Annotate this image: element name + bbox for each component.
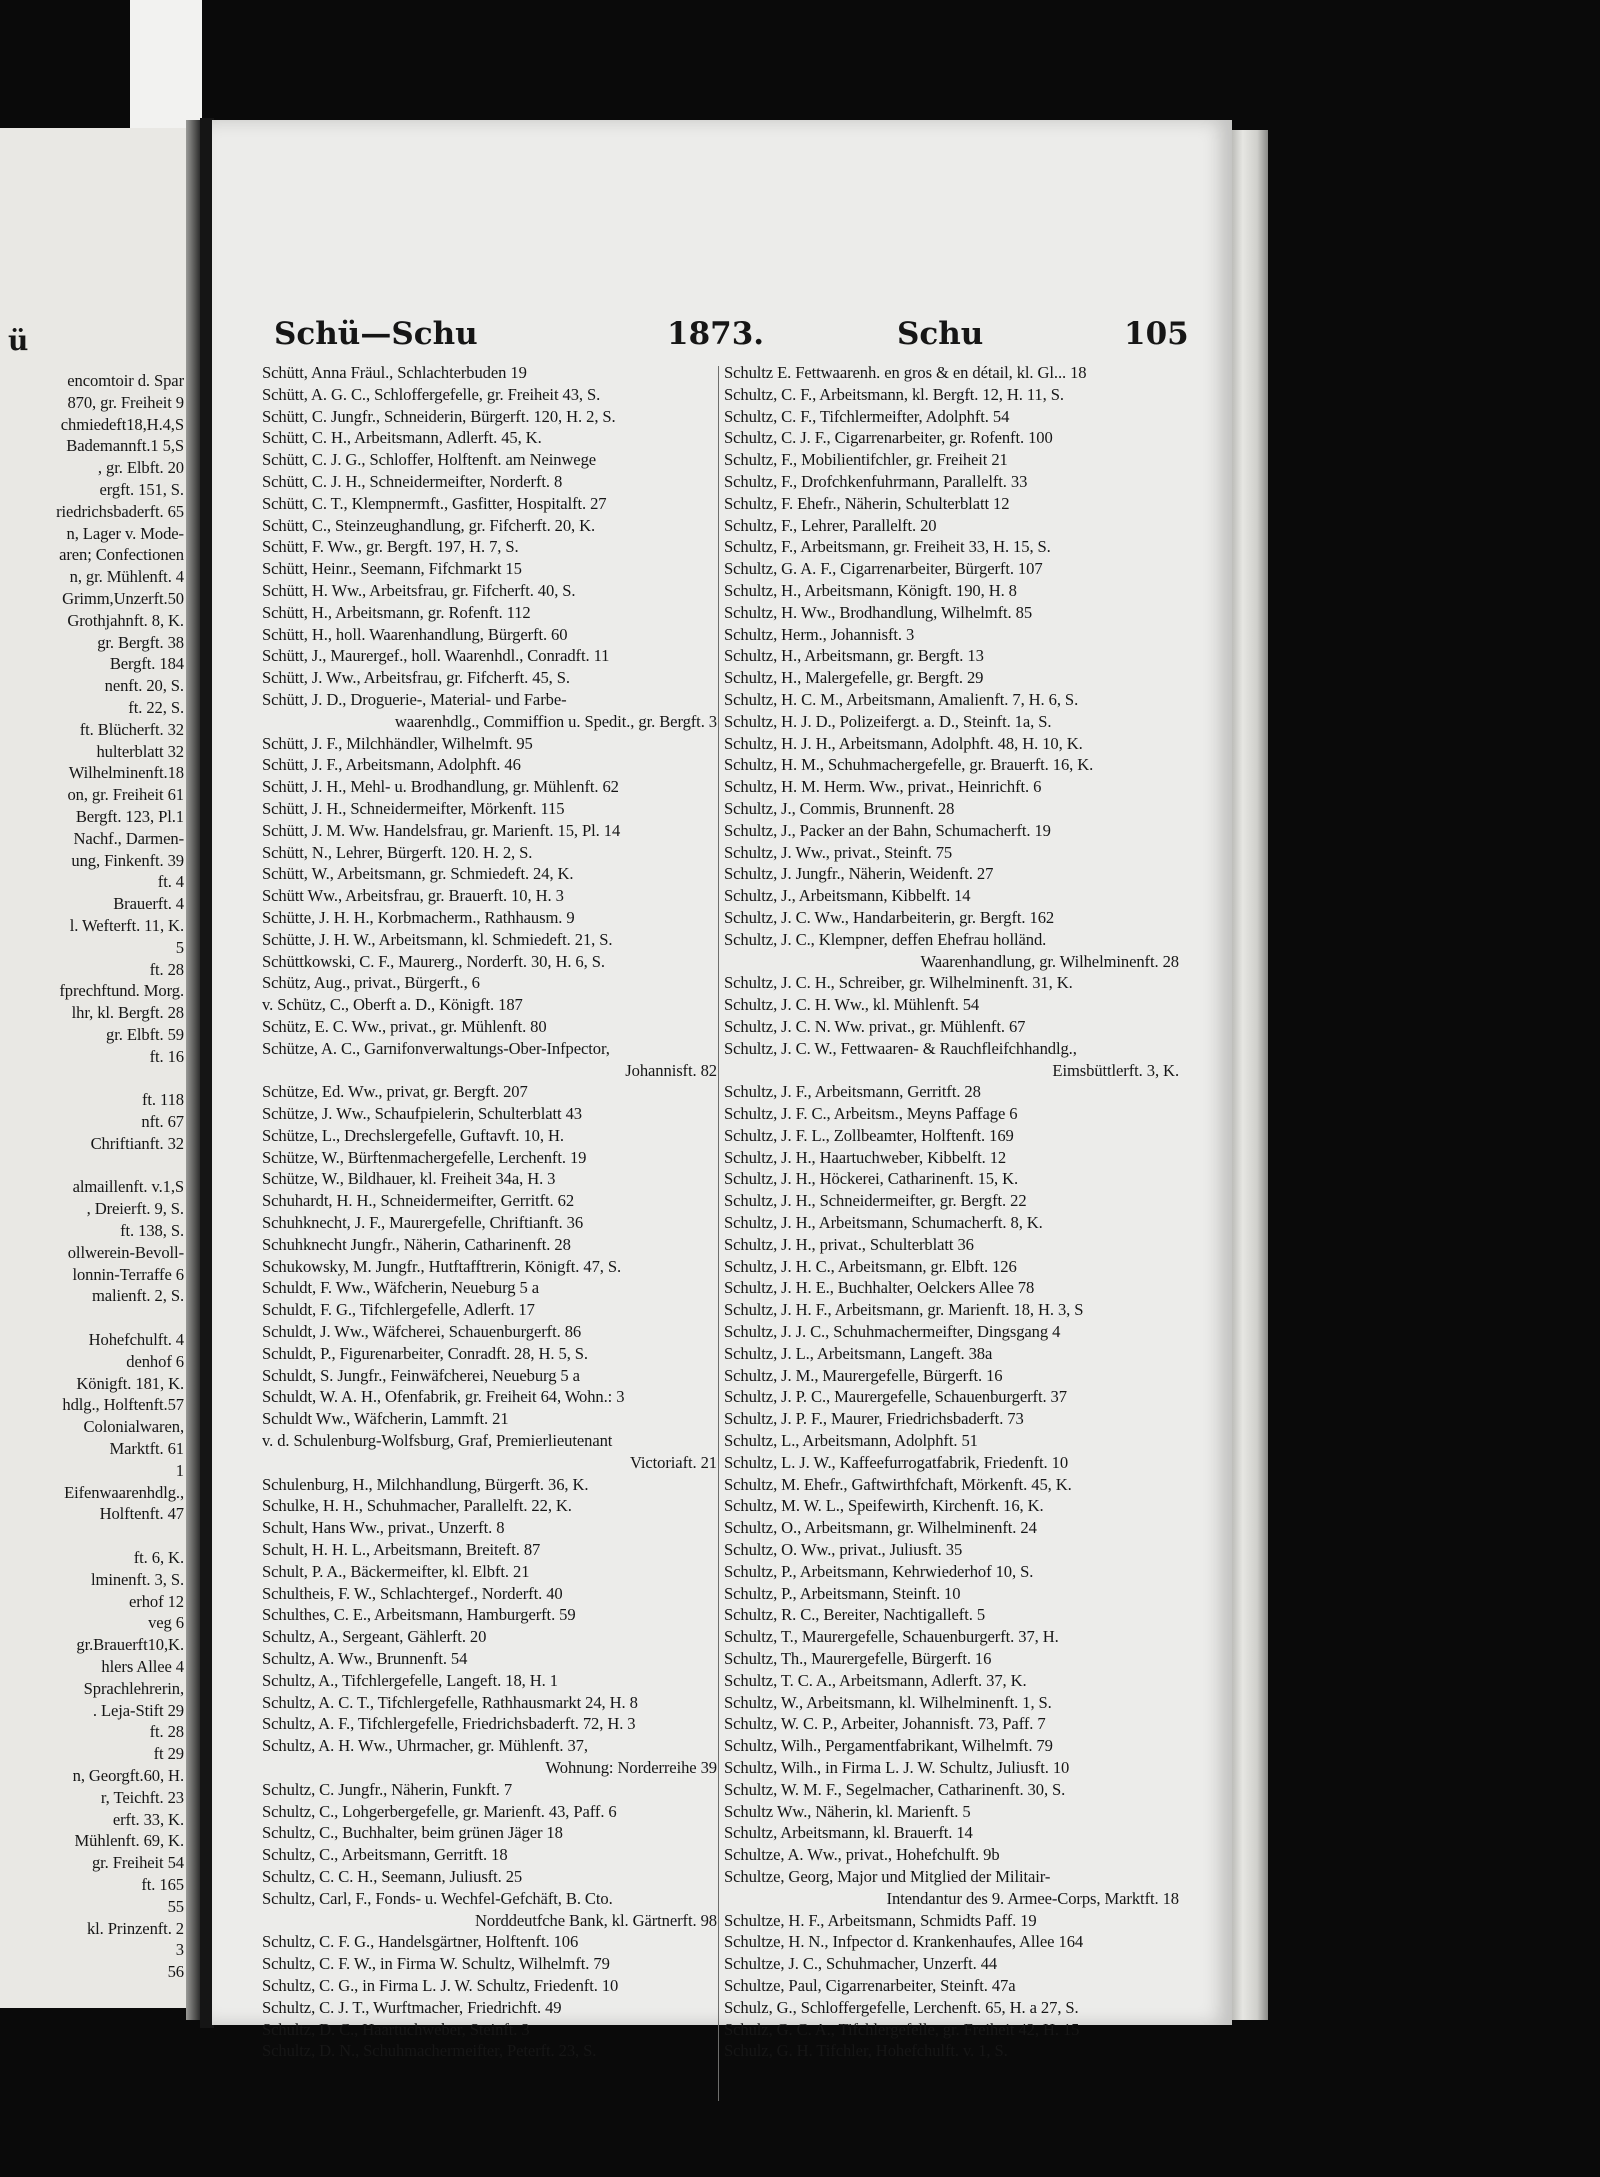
left-page-line: Chriftianft. 32 xyxy=(90,1133,184,1153)
left-page-line xyxy=(0,1068,190,1090)
left-page-line: Bergft. 184 xyxy=(109,654,184,674)
directory-entry: Schuldt, F. G., Tifchlergefelle, Adlerft. 17 xyxy=(262,1300,535,1320)
left-page-line: r, Teichft. 23 xyxy=(100,1787,184,1807)
directory-entry: Schultz, H. Ww., Brodhandlung, Wilhelmft. 85 xyxy=(724,602,1033,622)
directory-entry: Schütt, N., Lehrer, Bürgerft. 120. H. 2, S. xyxy=(262,842,533,862)
directory-entry: Schultz, J. C. W., Fettwaaren- & Rauchfleifchhandlg., xyxy=(724,1038,1077,1058)
directory-entry: Schultz, J., Packer an der Bahn, Schumacherft. 19 xyxy=(724,820,1051,840)
directory-entry: Schultz, M. W. L., Speifewirth, Kirchenft. 16, K. xyxy=(724,1496,1044,1516)
directory-entry: Schultz, M. Ehefr., Gaftwirthfchaft, Mörkenft. 45, K. xyxy=(724,1474,1072,1494)
left-page-line: lminenft. 3, S. xyxy=(91,1569,184,1589)
left-page-line: Eifenwaarenhdlg., xyxy=(64,1482,184,1502)
left-page-line: n, Georgft.60, H. xyxy=(72,1766,184,1785)
directory-entry: Schütt, J. H., Schneidermeifter, Mörkenft. 115 xyxy=(262,798,565,818)
running-head-year: 1873. xyxy=(667,316,765,352)
directory-entry: Waarenhandlung, gr. Wilhelminenft. 28 xyxy=(920,951,1179,971)
directory-entry: Schultz, P., Arbeitsmann, Steinft. 10 xyxy=(724,1583,961,1603)
directory-entry: Schultz, J. H. C., Arbeitsmann, gr. Elbft. 126 xyxy=(724,1256,1017,1276)
directory-entry: Schütt, J. F., Milchhändler, Wilhelmft. 95 xyxy=(262,733,533,753)
left-page-line: veg 6 xyxy=(148,1613,184,1633)
directory-entry: Schütt, J. D., Droguerie-, Material- und Farbe- xyxy=(262,689,567,709)
directory-entry: Schultz, H. J. H., Arbeitsmann, Adolphft. 48, H. 10, K. xyxy=(724,733,1083,753)
directory-entry: Schütt, C. H., Arbeitsmann, Adlerft. 45, K. xyxy=(262,428,542,448)
directory-entry: Schultz, D. N., Schuhmachermeifter, Peterft. 23, S. xyxy=(262,2041,597,2061)
directory-entry: Schultz, J. H., Haartuchweber, Kibbelft. 12 xyxy=(724,1147,1007,1167)
directory-entry: Schütt Ww., Arbeitsfrau, gr. Brauerft. 10, H. 3 xyxy=(262,886,564,906)
directory-entry: Schultz, H., Arbeitsmann, gr. Bergft. 13 xyxy=(724,646,984,666)
directory-entry: Schultz, T., Maurergefelle, Schauenburgerft. 37, H. xyxy=(724,1627,1059,1647)
left-page-line: n, Lager v. Mode- xyxy=(66,523,184,543)
left-page-line: ft. 4 xyxy=(157,872,184,892)
directory-entry: Schütt, H. Ww., Arbeitsfrau, gr. Fifcherft. 40, S. xyxy=(262,580,576,600)
directory-entry: Schultz, C. F. W., in Firma W. Schultz, Wilhelmft. 79 xyxy=(262,1954,610,1974)
directory-entry: Schütt, H., holl. Waarenhandlung, Bürgerft. 60 xyxy=(262,624,568,644)
left-page-line: riedrichsbaderft. 65 xyxy=(56,501,184,521)
directory-entry: Schukowsky, M. Jungfr., Hutftafftrerin, Königft. 47, S. xyxy=(262,1256,622,1276)
directory-column-1 xyxy=(262,362,717,2062)
directory-entry: Schultz, J., Arbeitsmann, Kibbelft. 14 xyxy=(724,886,971,906)
directory-entry: Schultz E. Fettwaarenh. en gros & en détail, kl. Gl... 18 xyxy=(724,363,1087,382)
left-page-line: gr.Brauerft10,K. xyxy=(76,1635,184,1655)
directory-entry: Schultz, C. J. T., Wurftmacher, Friedrichft. 49 xyxy=(262,1997,562,2017)
directory-entry: Schulenburg, H., Milchhandlung, Bürgerft. 36, K. xyxy=(262,1474,589,1494)
directory-entry: Schulz, G. C. A., Tifchlergefelle, gr. Freiheit 42, H. 15 xyxy=(724,2019,1080,2039)
left-page-header-fragment: ü xyxy=(8,324,29,357)
directory-entry: Schultheis, F. W., Schlachtergef., Norderft. 40 xyxy=(262,1583,563,1603)
left-page-line: Bademannft.1 5,S xyxy=(66,436,184,456)
left-page-line: ft. 28 xyxy=(149,1722,184,1742)
left-page-line: nenft. 20, S. xyxy=(104,676,184,696)
directory-entry: Schütt, W., Arbeitsmann, gr. Schmiedeft. 24, K. xyxy=(262,864,574,884)
left-page-line: gr. Bergft. 38 xyxy=(97,632,184,652)
directory-entry: Schütt, J. M. Ww. Handelsfrau, gr. Marienft. 15, Pl. 14 xyxy=(262,820,621,840)
left-page-column xyxy=(0,370,190,1983)
directory-entry: Schütt, A. G. C., Schloffergefelle, gr. Freiheit 43, S. xyxy=(262,384,601,404)
left-page-line: on, gr. Freiheit 61 xyxy=(67,785,184,805)
directory-entry: Schultz, H. M. Herm. Ww., privat., Heinrichft. 6 xyxy=(724,777,1042,797)
directory-entry: Schütz, Aug., privat., Bürgerft., 6 xyxy=(262,973,480,993)
left-page-line: Holftenft. 47 xyxy=(99,1504,184,1524)
left-page-line: n, gr. Mühlenft. 4 xyxy=(69,567,184,587)
directory-entry: Schultz, C. F., Arbeitsmann, kl. Bergft. 12, H. 11, S. xyxy=(724,384,1064,404)
directory-entry: Schultz, J. H. F., Arbeitsmann, gr. Marienft. 18, H. 3, S xyxy=(724,1300,1084,1320)
directory-entry: Schultz, L., Arbeitsmann, Adolphft. 51 xyxy=(724,1431,978,1451)
directory-entry: Norddeutfche Bank, kl. Gärtnerft. 98 xyxy=(474,1910,717,1930)
directory-entry: Schulz, G. H. Tifchler, Hohefchulft. v. 1, S. xyxy=(724,2041,1008,2061)
directory-entry: Schütt, C. J. G., Schloffer, Holftenft. am Neinwege xyxy=(262,450,597,470)
directory-entry: Eimsbüttlerft. 3, K. xyxy=(1052,1060,1179,1080)
directory-entry: Schultz, J. P. F., Maurer, Friedrichsbaderft. 73 xyxy=(724,1409,1024,1429)
directory-entry: Schuldt, P., Figurenarbeiter, Conradft. 28, H. 5, S. xyxy=(262,1343,588,1363)
directory-entry: Schütt, J. F., Arbeitsmann, Adolphft. 46 xyxy=(262,755,521,775)
directory-entry: Schultz, D. C., Haartuchweber, Steinft. 3 xyxy=(262,2019,530,2039)
directory-entry: Schultze, H. N., Infpector d. Krankenhaufes, Allee 164 xyxy=(724,1932,1084,1952)
directory-entry: Schulthes, C. E., Arbeitsmann, Hamburgerft. 59 xyxy=(262,1605,576,1625)
directory-entry: Schultz, J. H., Arbeitsmann, Schumacherft. 8, K. xyxy=(724,1213,1043,1233)
directory-entry: Schütt, C. T., Klempnermft., Gasfitter, Hospitalft. 27 xyxy=(262,493,607,513)
directory-entry: Schütze, J. Ww., Schaufpielerin, Schulterblatt 43 xyxy=(262,1104,582,1124)
directory-entry: Schultz, H. C. M., Arbeitsmann, Amalienft. 7, H. 6, S. xyxy=(724,689,1079,709)
directory-entry: Schultz, C., Lohgerbergefelle, gr. Marienft. 43, Paff. 6 xyxy=(262,1801,617,1821)
directory-entry: Schultz, Herm., Johannisft. 3 xyxy=(724,624,915,644)
left-page-line: hlers Allee 4 xyxy=(101,1657,184,1677)
left-page-line xyxy=(0,1155,190,1177)
left-page-line xyxy=(0,1525,190,1547)
left-page-line: ft 29 xyxy=(153,1744,184,1764)
left-page-line: nft. 67 xyxy=(141,1112,184,1132)
directory-entry: Schultz, C. G., in Firma L. J. W. Schultz, Friedenft. 10 xyxy=(262,1975,619,1995)
left-page-line: gr. Elbft. 59 xyxy=(106,1024,184,1044)
directory-entry: Schultz, C. F. G., Handelsgärtner, Holftenft. 106 xyxy=(262,1932,579,1952)
directory-entry: Schultz, Wilh., in Firma L. J. W. Schultz, Juliusft. 10 xyxy=(724,1758,1070,1777)
directory-entry: Schultz, Wilh., Pergamentfabrikant, Wilhelmft. 79 xyxy=(724,1736,1053,1756)
directory-entry: Schultz, W., Arbeitsmann, kl. Wilhelminenft. 1, S. xyxy=(724,1692,1052,1712)
left-page-line: , gr. Elbft. 20 xyxy=(97,458,184,478)
directory-entry: Schultz, J. Jungfr., Näherin, Weidenft. 27 xyxy=(724,864,994,884)
directory-entry: Schultz, J. F. L., Zollbeamter, Holftenft. 169 xyxy=(724,1125,1014,1145)
left-page-line: aren; Confectionen xyxy=(59,545,184,565)
directory-entry: Schult, P. A., Bäckermeifter, kl. Elbft. 21 xyxy=(262,1561,530,1581)
directory-entry: Schultz, W. C. P., Arbeiter, Johannisft. 73, Paff. 7 xyxy=(724,1714,1046,1734)
directory-entry: Schuhardt, H. H., Schneidermeifter, Gerritft. 62 xyxy=(262,1191,575,1211)
directory-entry: Schultz, Carl, F., Fonds- u. Wechfel-Gefchäft, B. Cto. xyxy=(262,1888,613,1908)
directory-entry: Schütt, C., Steinzeughandlung, gr. Fifcherft. 20, K. xyxy=(262,515,596,535)
directory-entry: Schütt, J. H., Mehl- u. Brodhandlung, gr. Mühlenft. 62 xyxy=(262,777,619,797)
directory-entry: Schultz, F., Arbeitsmann, gr. Freiheit 33, H. 15, S. xyxy=(724,537,1051,557)
directory-entry: Schulke, H. H., Schuhmacher, Parallelft. 22, K. xyxy=(262,1496,572,1516)
directory-entry: Schütze, Ed. Ww., privat, gr. Bergft. 207 xyxy=(262,1082,528,1102)
directory-entry: waarenhdlg., Commiffion u. Spedit., gr. Bergft. 3 xyxy=(394,711,717,731)
directory-entry: Schütze, L., Drechslergefelle, Guftavft. 10, H. xyxy=(262,1125,564,1145)
directory-entry: Schütt, H., Arbeitsmann, gr. Rofenft. 112 xyxy=(262,602,531,622)
directory-entry: Schütte, J. H. H., Korbmacherm., Rathhausm. 9 xyxy=(262,907,575,927)
running-head-left: Schü—Schu xyxy=(274,316,478,352)
left-page-line: . Leja-Stift 29 xyxy=(92,1700,184,1720)
running-head-right: Schu xyxy=(897,316,984,352)
directory-entry: Schultz, C., Buchhalter, beim grünen Jäger 18 xyxy=(262,1823,563,1843)
directory-entry: Schütze, W., Bürftenmachergefelle, Lerchenft. 19 xyxy=(262,1147,587,1167)
left-page-line xyxy=(0,1307,190,1329)
directory-entry: Victoriaft. 21 xyxy=(630,1452,717,1472)
left-page-line: lonnin-Terraffe 6 xyxy=(72,1264,184,1284)
directory-entry: Schultz, J. H., Höckerei, Catharinenft. 15, K. xyxy=(724,1169,1019,1189)
left-page-line: lhr, kl. Bergft. 28 xyxy=(71,1003,184,1023)
directory-entry: Schultz, F., Mobilientifchler, gr. Freiheit 21 xyxy=(724,450,1008,470)
directory-entry: Schütze, W., Bildhauer, kl. Freiheit 34a, H. 3 xyxy=(262,1169,556,1189)
directory-column-2 xyxy=(724,362,1179,2062)
directory-entry: Schultz, H. J. D., Polizeifergt. a. D., Steinft. 1a, S. xyxy=(724,711,1052,731)
column-divider xyxy=(718,366,719,2101)
left-page-line: 56 xyxy=(167,1962,184,1982)
directory-entry: Schultz, F., Drofchkenfuhrmann, Parallelft. 33 xyxy=(724,471,1028,491)
directory-entry: v. Schütz, C., Oberft a. D., Königft. 187 xyxy=(262,995,523,1015)
left-page-line: kl. Prinzenft. 2 xyxy=(86,1918,184,1938)
directory-entry: Schütt, Heinr., Seemann, Fifchmarkt 15 xyxy=(262,559,522,579)
directory-entry: Schuhknecht Jungfr., Näherin, Catharinenft. 28 xyxy=(262,1234,571,1254)
left-page-line: Bergft. 123, Pl.1 xyxy=(75,806,184,826)
directory-entry: Schultz, C. C. H., Seemann, Juliusft. 25 xyxy=(262,1866,523,1886)
left-page-line: hulterblatt 32 xyxy=(96,741,184,761)
left-page-line: fprechftund. Morg. xyxy=(59,981,184,1001)
left-page-line: 55 xyxy=(167,1896,184,1916)
left-page-line: Königft. 181, K. xyxy=(76,1373,184,1393)
directory-entry: Schultz, J. C. N. Ww. privat., gr. Mühlenft. 67 xyxy=(724,1016,1026,1036)
directory-entry: Schultz, C., Arbeitsmann, Gerritft. 18 xyxy=(262,1845,508,1865)
directory-entry: Schultz, C. Jungfr., Näherin, Funkft. 7 xyxy=(262,1779,513,1799)
directory-entry: Schütte, J. H. W., Arbeitsmann, kl. Schmiedeft. 21, S. xyxy=(262,929,613,949)
left-page-line: 870, gr. Freiheit 9 xyxy=(67,392,184,412)
directory-entry: Schütt, F. Ww., gr. Bergft. 197, H. 7, S. xyxy=(262,537,519,557)
left-page-line: ung, Finkenft. 39 xyxy=(71,850,184,870)
left-page-line: ft. 28 xyxy=(149,959,184,979)
left-page-line: denhof 6 xyxy=(126,1351,184,1371)
left-page-line: 3 xyxy=(175,1940,184,1960)
directory-entry: Schütze, A. C., Garnifonverwaltungs-Ober-Infpector, xyxy=(262,1038,610,1058)
directory-entry: Schultz, H., Arbeitsmann, Königft. 190, H. 8 xyxy=(724,580,1017,600)
directory-entry: Schütt, J., Maurergef., holl. Waarenhdl., Conradft. 11 xyxy=(262,646,610,666)
scan-background-strip xyxy=(130,0,202,128)
right-page-edge xyxy=(1232,130,1268,2020)
directory-entry: Schultz, J. C. H., Schreiber, gr. Wilhelminenft. 31, K. xyxy=(724,973,1073,993)
directory-entry: Schütt, Anna Fräul., Schlachterbuden 19 xyxy=(262,363,527,382)
directory-entry: Schultz, J. Ww., privat., Steinft. 75 xyxy=(724,842,953,862)
directory-entry: Schuldt, F. Ww., Wäfcherin, Neueburg 5 a xyxy=(262,1278,540,1298)
directory-entry: Schultze, H. F., Arbeitsmann, Schmidts Paff. 19 xyxy=(724,1910,1037,1930)
directory-entry: Schuldt Ww., Wäfcherin, Lammft. 21 xyxy=(262,1409,509,1429)
directory-entry: Schuldt, S. Jungfr., Feinwäfcherei, Neueburg 5 a xyxy=(262,1365,580,1385)
directory-entry: Schultz, A. F., Tifchlergefelle, Friedrichsbaderft. 72, H. 3 xyxy=(262,1714,636,1734)
directory-entry: Schütt, C. Jungfr., Schneiderin, Bürgerft. 120, H. 2, S. xyxy=(262,406,616,426)
directory-entry: Schultz, J., Commis, Brunnenft. 28 xyxy=(724,798,955,818)
directory-entry: v. d. Schulenburg-Wolfsburg, Graf, Premierlieutenant xyxy=(262,1431,613,1451)
directory-entry: Schultz Ww., Näherin, kl. Marienft. 5 xyxy=(724,1801,971,1821)
directory-entry: Schultz, J. M., Maurergefelle, Bürgerft. 16 xyxy=(724,1365,1003,1385)
left-page-line: Grimm,Unzerft.50 xyxy=(62,588,184,608)
directory-entry: Schultz, C. J. F., Cigarrenarbeiter, gr. Rofenft. 100 xyxy=(724,428,1053,448)
directory-entry: Schütz, E. C. Ww., privat., gr. Mühlenft. 80 xyxy=(262,1016,547,1036)
directory-entry: Schultz, H., Malergefelle, gr. Bergft. 29 xyxy=(724,668,984,688)
left-page-line: Mühlenft. 69, K. xyxy=(74,1831,184,1851)
left-page-line: 5 xyxy=(175,937,184,957)
directory-entry: Schultz, A. H. Ww., Uhrmacher, gr. Mühlenft. 37, xyxy=(262,1736,588,1756)
left-page-line: erft. 33, K. xyxy=(112,1809,184,1829)
directory-entry: Schultz, O. Ww., privat., Juliusft. 35 xyxy=(724,1540,963,1560)
directory-entry: Schüttkowski, C. F., Maurerg., Norderft. 30, H. 6, S. xyxy=(262,951,605,971)
left-page-line: ft. 138, S. xyxy=(120,1221,184,1241)
directory-entry: Schultz, Th., Maurergefelle, Bürgerft. 16 xyxy=(724,1649,992,1669)
directory-entry: Schultz, J. H. E., Buchhalter, Oelckers Allee 78 xyxy=(724,1278,1035,1298)
left-page-line: Grothjahnft. 8, K. xyxy=(67,610,184,630)
left-page-line: l. Wefterft. 11, K. xyxy=(69,915,184,935)
left-page-line: Nachf., Darmen- xyxy=(73,828,184,848)
directory-entry: Schultz, J. L., Arbeitsmann, Langeft. 38a xyxy=(724,1343,993,1363)
directory-entry: Schultz, T. C. A., Arbeitsmann, Adlerft. 37, K. xyxy=(724,1670,1027,1690)
directory-entry: Schult, H. H. L., Arbeitsmann, Breiteft. 87 xyxy=(262,1540,541,1560)
directory-entry: Schultze, A. Ww., privat., Hohefchulft. 9b xyxy=(724,1845,1000,1865)
left-page-line: Marktft. 61 xyxy=(109,1439,184,1459)
left-page-line: almaillenft. v.1,S xyxy=(72,1177,184,1197)
left-page-line: ollwerein-Bevoll- xyxy=(67,1242,184,1262)
left-page-line: ft. 16 xyxy=(149,1046,184,1066)
left-page-line: malienft. 2, S. xyxy=(91,1286,184,1306)
right-page xyxy=(212,120,1232,2061)
directory-entry: Schultz, L. J. W., Kaffeefurrogatfabrik, Friedenft. 10 xyxy=(724,1452,1069,1472)
left-page-line: erhof 12 xyxy=(129,1591,184,1611)
directory-entry: Schultze, Georg, Major und Mitglied der Militair- xyxy=(724,1866,1051,1886)
directory-entry: Schultz, F., Lehrer, Parallelft. 20 xyxy=(724,515,937,535)
directory-entry: Schultz, F. Ehefr., Näherin, Schulterblatt 12 xyxy=(724,493,1010,513)
directory-entry: Johannisft. 82 xyxy=(625,1060,717,1080)
directory-entry: Schultz, J. C., Klempner, deffen Ehefrau holländ. xyxy=(724,929,1047,949)
left-page-line: encomtoir d. Spar xyxy=(67,371,184,390)
directory-entry: Schuldt, W. A. H., Ofenfabrik, gr. Freiheit 64, Wohn.: 3 xyxy=(262,1387,625,1407)
directory-entry: Schultz, J. H., Schneidermeifter, gr. Bergft. 22 xyxy=(724,1191,1027,1211)
left-page-line: hdlg., Holftenft.57 xyxy=(62,1395,184,1415)
directory-entry: Schulz, G., Schloffergefelle, Lerchenft. 65, H. a 27, S. xyxy=(724,1997,1079,2017)
directory-entry: Schuldt, J. Ww., Wäfcherei, Schauenburgerft. 86 xyxy=(262,1322,582,1342)
left-page-line: Wilhelminenft.18 xyxy=(68,763,184,783)
directory-entry: Schultz, J. P. C., Maurergefelle, Schauenburgerft. 37 xyxy=(724,1387,1067,1407)
left-page-line: Brauerft. 4 xyxy=(113,894,184,914)
left-page-line: 1 xyxy=(175,1460,184,1480)
left-page-line: Sprachlehrerin, xyxy=(83,1678,184,1698)
directory-entry: Schultz, H. M., Schuhmachergefelle, gr. Brauerft. 16, K. xyxy=(724,755,1094,775)
left-page xyxy=(0,128,198,2008)
left-page-line: ft. 22, S. xyxy=(128,697,184,717)
directory-entry: Schultz, G. A. F., Cigarrenarbeiter, Bürgerft. 107 xyxy=(724,559,1043,579)
directory-entry: Schultz, A. C. T., Tifchlergefelle, Rathhausmarkt 24, H. 8 xyxy=(262,1692,638,1712)
directory-entry: Schultz, Arbeitsmann, kl. Brauerft. 14 xyxy=(724,1823,973,1843)
left-page-line: , Dreierft. 9, S. xyxy=(86,1199,184,1219)
directory-entry: Schultz, A. Ww., Brunnenft. 54 xyxy=(262,1649,468,1669)
directory-entry: Schultz, R. C., Bereiter, Nachtigalleft. 5 xyxy=(724,1605,986,1625)
directory-entry: Schultz, J. H., privat., Schulterblatt 36 xyxy=(724,1234,974,1254)
left-page-line: ft. Blücherft. 32 xyxy=(79,719,184,739)
directory-entry: Schultze, J. C., Schuhmacher, Unzerft. 44 xyxy=(724,1954,998,1974)
directory-entry: Schultz, J. C. H. Ww., kl. Mühlenft. 54 xyxy=(724,995,980,1015)
directory-entry: Schultz, C. F., Tifchlermeifter, Adolphft. 54 xyxy=(724,406,1010,426)
directory-entry: Schult, Hans Ww., privat., Unzerft. 8 xyxy=(262,1518,505,1538)
directory-entry: Schultz, J. C. Ww., Handarbeiterin, gr. Bergft. 162 xyxy=(724,907,1055,927)
page-number: 105 xyxy=(1124,316,1189,352)
directory-entry: Schultz, A., Tifchlergefelle, Langeft. 18, H. 1 xyxy=(262,1670,558,1690)
directory-entry: Schultz, J. F. C., Arbeitsm., Meyns Paffage 6 xyxy=(724,1104,1018,1124)
directory-entry: Schütt, J. Ww., Arbeitsfrau, gr. Fifcherft. 45, S. xyxy=(262,668,570,688)
directory-entry: Schultze, Paul, Cigarrenarbeiter, Steinft. 47a xyxy=(724,1975,1016,1995)
directory-entry: Intendantur des 9. Armee-Corps, Marktft. 18 xyxy=(886,1888,1179,1908)
left-page-line: gr. Freiheit 54 xyxy=(91,1853,184,1873)
left-page-line: chmiedeft18,H.4,S xyxy=(60,414,184,434)
left-page-line: ft. 118 xyxy=(141,1090,184,1110)
directory-entry: Wohnung: Norderreihe 39 xyxy=(545,1758,717,1777)
directory-entry: Schultz, O., Arbeitsmann, gr. Wilhelminenft. 24 xyxy=(724,1518,1037,1538)
directory-entry: Schultz, W. M. F., Segelmacher, Catharinenft. 30, S. xyxy=(724,1779,1066,1799)
directory-entry: Schütt, C. J. H., Schneidermeifter, Norderft. 8 xyxy=(262,471,563,491)
directory-entry: Schultz, J. F., Arbeitsmann, Gerritft. 28 xyxy=(724,1082,981,1102)
left-page-line: Colonialwaren, xyxy=(83,1417,184,1437)
directory-entry: Schultz, A., Sergeant, Gählerft. 20 xyxy=(262,1627,487,1647)
directory-entry: Schuhknecht, J. F., Maurergefelle, Chriftianft. 36 xyxy=(262,1213,584,1233)
directory-entry: Schultz, P., Arbeitsmann, Kehrwiederhof 10, S. xyxy=(724,1561,1034,1581)
directory-entry: Schultz, J. J. C., Schuhmachermeifter, Dingsgang 4 xyxy=(724,1322,1061,1342)
left-page-line: Hohefchulft. 4 xyxy=(88,1330,184,1350)
left-page-line: ft. 165 xyxy=(141,1874,184,1894)
left-page-line: ergft. 151, S. xyxy=(99,479,184,499)
left-page-line: ft. 6, K. xyxy=(133,1548,184,1568)
